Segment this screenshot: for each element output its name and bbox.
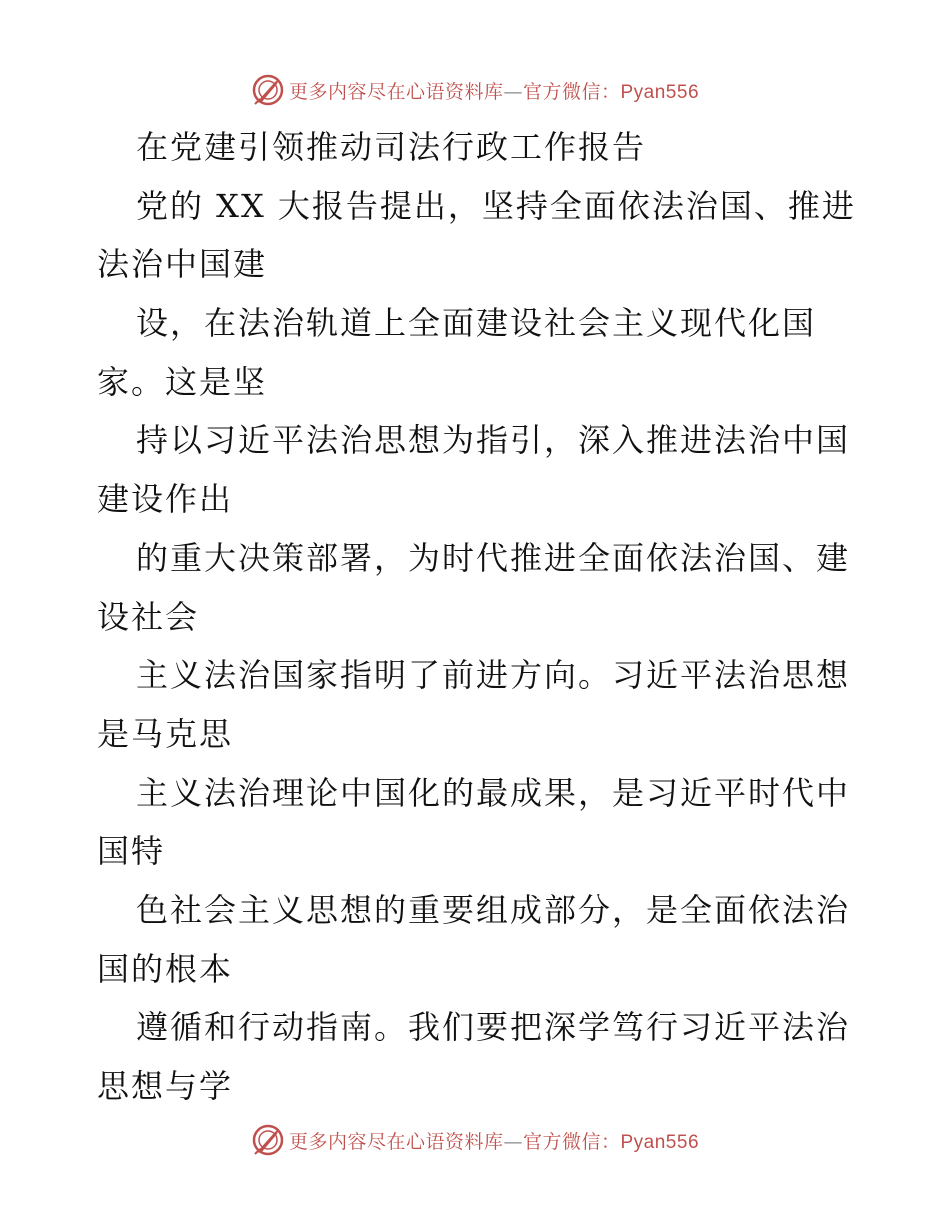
body-line: 国的根本 [97,949,234,988]
feather-pen-logo-icon [251,73,285,107]
body-line: 家。这是坚 [97,362,268,401]
body-line: 的重大决策部署，为时代推进全面依法治国、建 [136,538,851,577]
document-body [97,118,857,1116]
body-line: 遵循和行动指南。我们要把深学笃行习近平法治 [136,1008,851,1047]
body-line: 国特 [97,832,166,871]
watermark-banner-bottom [0,1120,950,1160]
body-line: 色社会主义思想的重要组成部分，是全面依法治 [136,890,851,929]
watermark-banner-top [0,70,950,110]
body-line: 主义法治理论中国化的最成果，是习近平时代中 [136,773,851,812]
document-title: 在党建引领推动司法行政工作报告 [136,128,647,166]
body-line: 持以习近平法治思想为指引，深入推进法治中国 [136,421,851,460]
body-line: 是马克思 [97,714,234,753]
body-line: 建设作出 [97,480,234,519]
body-line: 党的 XX 大报告提出，坚持全面依法治国、推进 [136,186,856,225]
body-line: 主义法治国家指明了前进方向。习近平法治思想 [136,656,851,695]
body-line: 法治中国建 [97,245,268,284]
watermark-text: 更多内容尽在心语资料库—官方微信：Pyan556 [288,1130,700,1153]
feather-pen-logo-icon [251,1123,285,1157]
body-line: 设社会 [97,597,200,636]
body-line: 思想与学 [97,1067,234,1105]
watermark-text: 更多内容尽在心语资料库—官方微信：Pyan556 [288,80,700,103]
body-line: 设，在法治轨道上全面建设社会主义现代化国 [136,304,817,343]
